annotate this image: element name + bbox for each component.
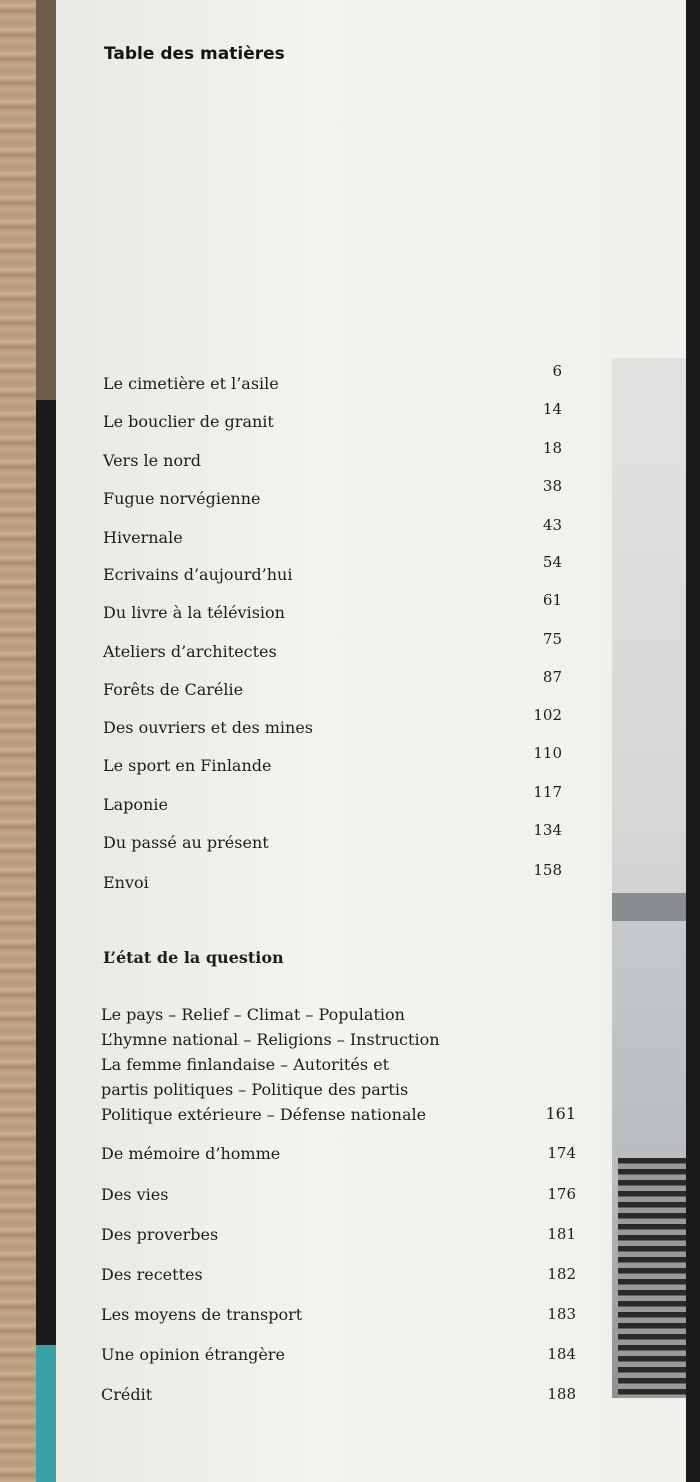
appendix-summary-line: partis politiques – Politique des partis [101, 1080, 409, 1099]
toc-entry [0, 783, 600, 817]
toc-entry-label: Ateliers d’architectes [103, 642, 277, 661]
toc-entry-label: Ecrivains d’aujourd’hui [103, 565, 293, 584]
toc-entry-page: 61 [542, 591, 562, 609]
toc-entry-label: Vers le nord [103, 451, 201, 470]
toc-entry-page: 134 [533, 821, 562, 839]
toc-entry-page: 18 [542, 439, 562, 457]
toc-entry [0, 400, 600, 434]
toc-entry-page: 38 [542, 477, 562, 495]
toc-entry-page: 75 [542, 630, 562, 648]
toc-entry-page: 174 [547, 1144, 576, 1162]
toc-entry-label: Crédit [101, 1385, 153, 1404]
toc-entry [0, 1225, 600, 1247]
appendix-summary [101, 1002, 531, 1127]
toc-entry-page: 184 [547, 1345, 576, 1363]
appendix-summary-line: La femme finlandaise – Autorités et [101, 1055, 390, 1074]
toc-entry-page: 14 [542, 400, 562, 418]
toc-entry [0, 1385, 600, 1407]
toc-entry-label: Du livre à la télévision [103, 603, 285, 622]
toc-entry [0, 516, 600, 550]
toc-entry [0, 668, 600, 702]
toc-entry-page: 87 [542, 668, 562, 686]
toc-entry-label: Du passé au présent [103, 833, 269, 852]
toc-entry [0, 362, 600, 396]
toc-entry-page: 182 [547, 1265, 576, 1283]
toc-entry-label: Une opinion étrangère [101, 1345, 285, 1364]
toc-entry [0, 1144, 600, 1166]
toc-entry-label: Envoi [103, 873, 149, 892]
toc-entry-label: Les moyens de transport [101, 1305, 303, 1324]
toc-entry [0, 706, 600, 740]
toc-entry [0, 553, 600, 587]
toc-entry-label: Le cimetière et l’asile [103, 374, 279, 393]
toc-entry [0, 630, 600, 664]
toc-entry-label: Des ouvriers et des mines [103, 718, 314, 737]
appendix-title: L’état de la question [103, 948, 284, 967]
toc-entry [0, 477, 600, 511]
toc-entry [0, 1345, 600, 1367]
page-title: Table des matières [104, 44, 285, 64]
toc-entry-page: 158 [533, 861, 562, 879]
toc-entry-label: Forêts de Carélie [103, 680, 244, 699]
toc-entry [0, 1185, 600, 1207]
toc-entry-page: 117 [533, 783, 562, 801]
toc-entry-page: 43 [542, 516, 562, 534]
appendix-summary-line: Le pays – Relief – Climat – Population [101, 1005, 405, 1024]
toc-entry-label: Le bouclier de granit [103, 412, 274, 431]
toc-entry-label: Le sport en Finlande [103, 756, 272, 775]
toc-entry-page: 181 [547, 1225, 576, 1243]
toc-entry-label: Hivernale [103, 528, 183, 547]
toc-entry [0, 744, 600, 778]
toc-entry-label: Des proverbes [101, 1225, 219, 1244]
toc-entry [0, 1305, 600, 1327]
toc-entry [0, 821, 600, 855]
toc-entry-page: 102 [533, 706, 562, 724]
toc-entry [0, 1265, 600, 1287]
toc-entry-label: Des recettes [101, 1265, 203, 1284]
toc-entry-page: 176 [547, 1185, 576, 1203]
toc-entry [0, 861, 600, 895]
toc-entry-label: Des vies [101, 1185, 169, 1204]
appendix-summary-line: L’hymne national – Religions – Instruction [101, 1030, 440, 1049]
toc-entry-page: 110 [533, 744, 562, 762]
toc-entry-page: 6 [552, 362, 562, 380]
toc-entry-label: Fugue norvégienne [103, 489, 261, 508]
toc-entry-page: 188 [547, 1385, 576, 1403]
appendix-summary-page: 161 [545, 1104, 576, 1123]
toc-entry [0, 439, 600, 473]
toc-entry-page: 54 [542, 553, 562, 571]
toc-entry-label: De mémoire d’homme [101, 1144, 281, 1163]
toc-entry [0, 591, 600, 625]
toc-entry-label: Laponie [103, 795, 168, 814]
toc-entry-page: 183 [547, 1305, 576, 1323]
appendix-summary-line: Politique extérieure – Défense nationale [101, 1105, 427, 1124]
